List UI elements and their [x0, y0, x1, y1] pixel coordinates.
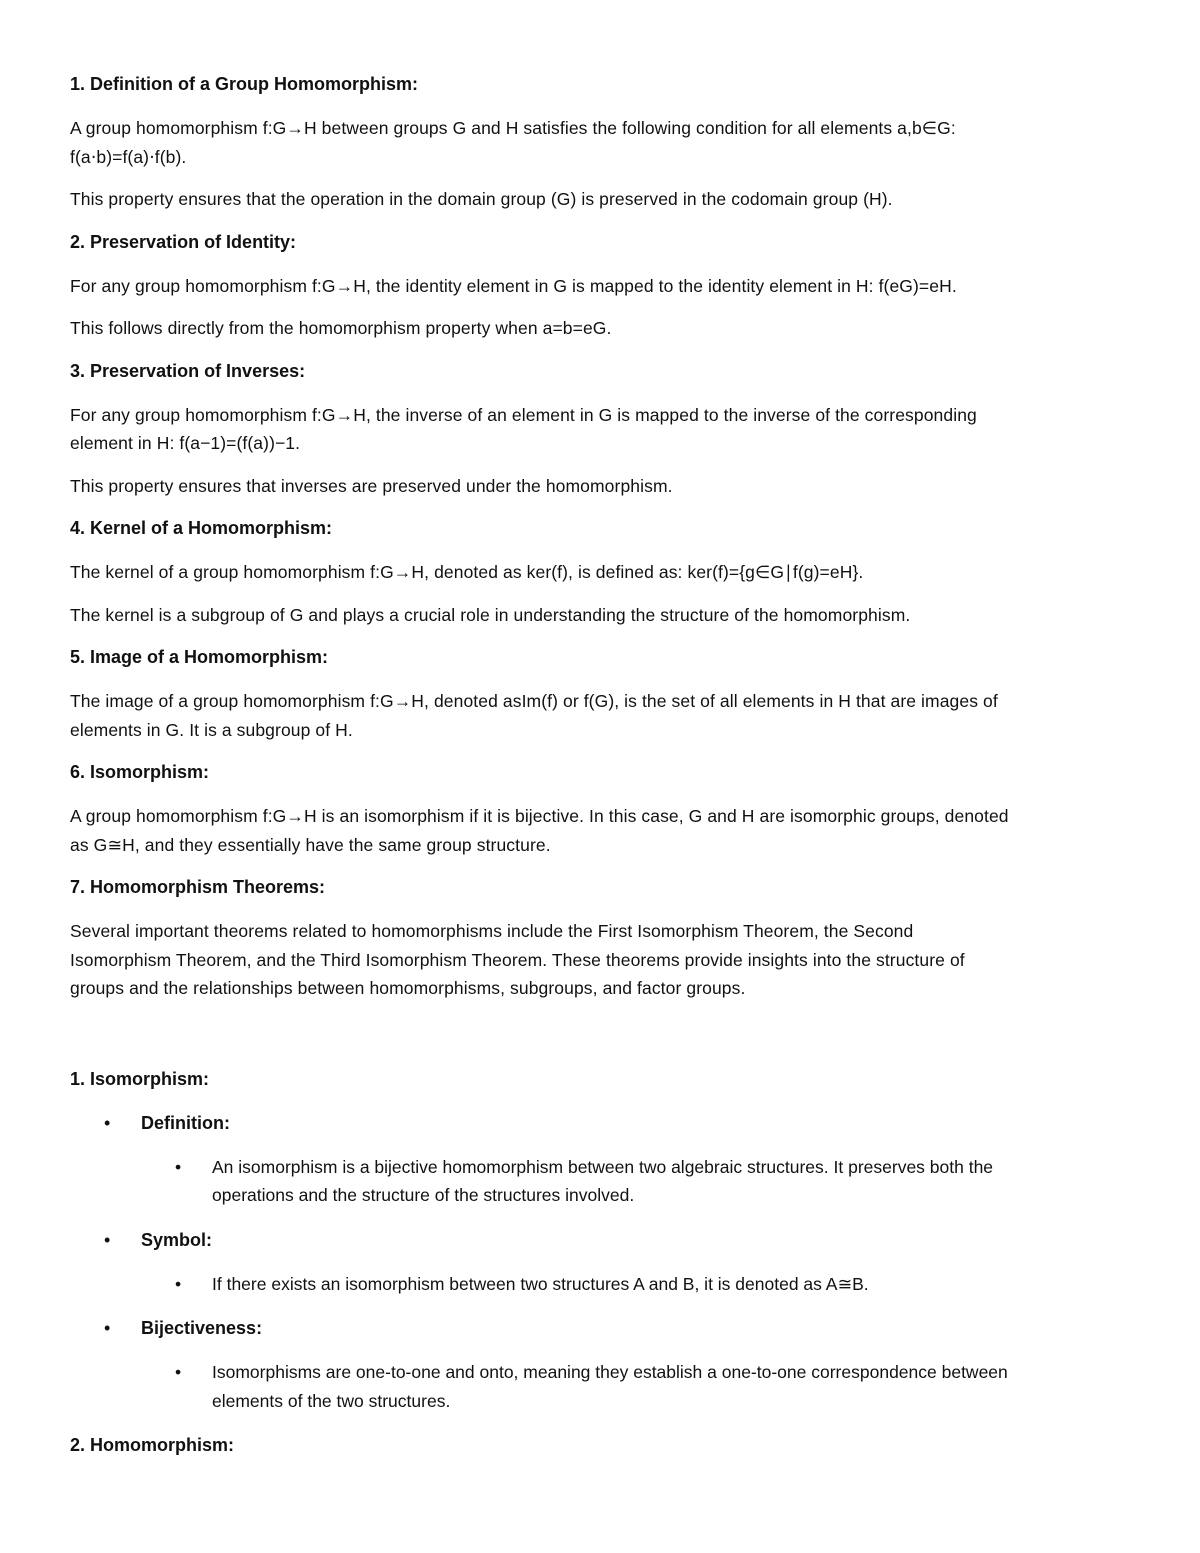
- section-3-paragraph-2: This property ensures that inverses are preserved under the homomorphism.: [70, 475, 673, 496]
- text-line: If there exists an isomorphism between two structures A and B, it is denoted as A≅B.: [212, 1273, 869, 1294]
- section-3-paragraph-1: [70, 401, 1130, 458]
- text-line: groups and the relationships between homomorphisms, subgroups, and factor groups.: [70, 978, 746, 998]
- list-item-definition: [70, 1109, 1130, 1137]
- section-2-heading: 2. Preservation of Identity:: [70, 231, 297, 252]
- section-1-heading: 1. Definition of a Group Homomorphism:: [70, 74, 418, 94]
- text-line: Isomorphisms are one-to-one and onto, meaning they establish a one-to-one correspondence between: [212, 1362, 1008, 1382]
- section-4-paragraph-2: The kernel is a subgroup of G and plays a crucial role in understanding the structure of the homomorphism.: [70, 604, 911, 625]
- section-7-paragraph-1: [70, 917, 1130, 1003]
- list-item-bijectiveness: [70, 1314, 1130, 1342]
- text-line: The image of a group homomorphism f:G→H, denoted asIm(f) or f(G), is the set of all elements in H that are images of: [70, 691, 998, 711]
- text-line: elements in G. It is a subgroup of H.: [70, 719, 353, 740]
- text-line: as G≅H, and they essentially have the same group structure.: [70, 834, 551, 855]
- list-item-label: Definition:: [141, 1112, 230, 1133]
- bullet-icon: •: [175, 1362, 182, 1382]
- text-line: For any group homomorphism f:G→H, the inverse of an element in G is mapped to the inverse of the corresponding: [70, 404, 977, 425]
- section-4-paragraph-1: The kernel of a group homomorphism f:G→H, denoted as ker(f), is defined as: ker(f)={g∈G∣f(g)=eH}.: [70, 562, 864, 582]
- text-line: operations and the structure of the structures involved.: [212, 1185, 635, 1205]
- section-4-heading: 4. Kernel of a Homomorphism:: [70, 518, 333, 538]
- bullet-icon: •: [175, 1156, 182, 1177]
- text-line: A group homomorphism f:G→H is an isomorphism if it is bijective. In this case, G and H are isomorphic groups, denoted: [70, 806, 1009, 826]
- text-line: Isomorphism Theorem, and the Third Isomorphism Theorem. These theorems provide insights into the structure of: [70, 949, 965, 970]
- part-2-next-heading: 2. Homomorphism:: [70, 1435, 235, 1455]
- section-1-paragraph-1: [70, 114, 1130, 171]
- section-7-heading: 7. Homomorphism Theorems:: [70, 877, 326, 897]
- sub-list-item: [70, 1358, 1130, 1415]
- section-2-paragraph-1: For any group homomorphism f:G→H, the identity element in G is mapped to the identity element in H: f(eG)=eH.: [70, 275, 957, 296]
- text-line: element in H: f(a−1)=(f(a))−1.: [70, 433, 301, 453]
- section-6-heading: 6. Isomorphism:: [70, 762, 210, 782]
- document-page: [70, 70, 1130, 1475]
- bullet-icon: •: [104, 1112, 111, 1133]
- sub-list-item: [70, 1153, 1130, 1210]
- text-line: f(a⋅b)=f(a)⋅f(b).: [70, 146, 187, 167]
- list-item-label: Symbol:: [141, 1229, 213, 1250]
- section-5-paragraph-1: [70, 687, 1130, 744]
- text-line: An isomorphism is a bijective homomorphism between two algebraic structures. It preserves both the: [212, 1156, 994, 1177]
- part-2-heading: 1. Isomorphism:: [70, 1068, 210, 1089]
- list-item-symbol: [70, 1226, 1130, 1254]
- section-6-paragraph-1: [70, 802, 1130, 859]
- section-3-heading: 3. Preservation of Inverses:: [70, 360, 306, 381]
- spacer: [70, 1017, 1130, 1065]
- list-item-label: Bijectiveness:: [141, 1318, 263, 1338]
- section-1-paragraph-2: This property ensures that the operation in the domain group (G) is preserved in the codomain group (H).: [70, 189, 893, 209]
- section-5-heading: 5. Image of a Homomorphism:: [70, 647, 329, 667]
- text-line: elements of the two structures.: [212, 1390, 451, 1411]
- text-line: Several important theorems related to homomorphisms include the First Isomorphism Theorem, the Second: [70, 921, 914, 941]
- sub-list-item: [70, 1270, 1130, 1299]
- bullet-icon: •: [175, 1273, 182, 1294]
- bullet-icon: •: [104, 1318, 111, 1338]
- section-2-paragraph-2: This follows directly from the homomorphism property when a=b=eG.: [70, 318, 612, 338]
- text-line: A group homomorphism f:G→H between groups G and H satisfies the following condition for all elements a,b∈G:: [70, 118, 956, 138]
- bullet-icon: •: [104, 1229, 111, 1250]
